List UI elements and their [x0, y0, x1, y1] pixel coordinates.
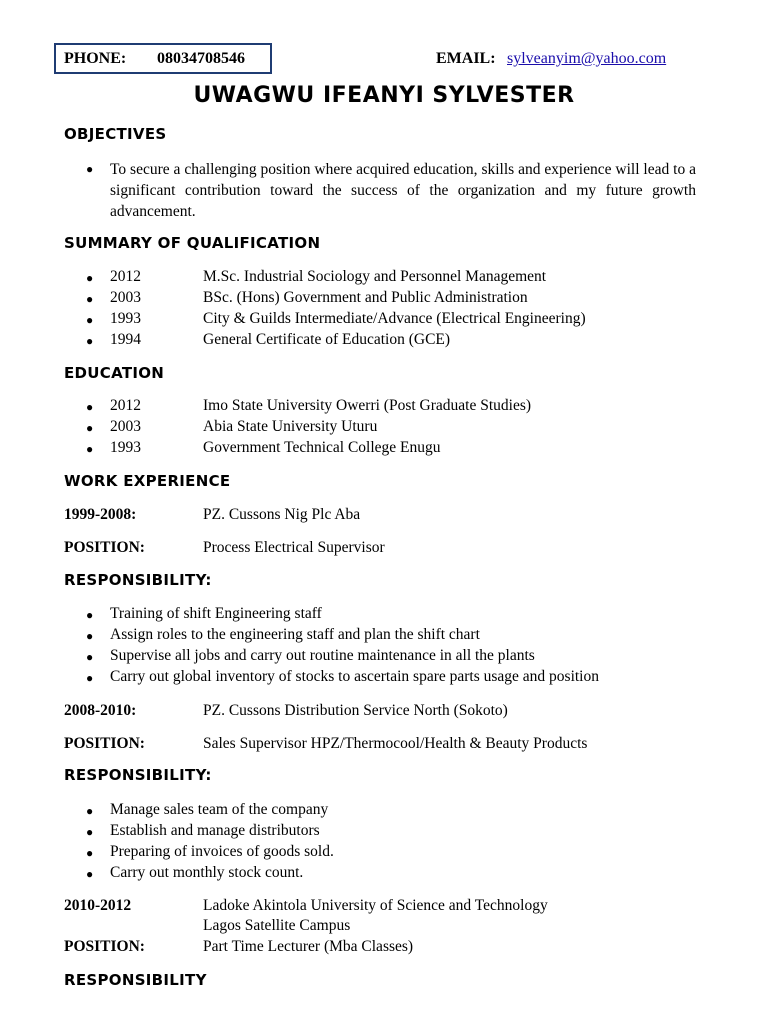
job-position: Process Electrical Supervisor	[203, 539, 385, 556]
bullet-icon: ●	[86, 421, 94, 435]
responsibility-item: Carry out monthly stock count.	[110, 864, 304, 881]
job-position: Part Time Lecturer (Mba Classes)	[203, 938, 414, 955]
responsibility-item: Assign roles to the engineering staff and plan the shift chart	[110, 626, 480, 643]
education-heading: EDUCATION	[64, 364, 165, 382]
education-school: Abia State University Uturu	[203, 418, 378, 435]
bullet-icon: ●	[86, 608, 94, 622]
education-year: 2012	[110, 397, 141, 414]
bullet-icon: ●	[86, 650, 94, 664]
qualification-title: City & Guilds Intermediate/Advance (Electrical Engineering)	[203, 310, 586, 327]
job-period: 1999-2008:	[64, 506, 137, 523]
responsibility-item: Establish and manage distributors	[110, 822, 320, 839]
bullet-icon: ●	[86, 400, 94, 414]
qualification-heading: SUMMARY OF QUALIFICATION	[64, 234, 321, 252]
job-employer: PZ. Cussons Nig Plc Aba	[203, 506, 361, 523]
responsibility-item: Supervise all jobs and carry out routine maintenance in all the plants	[110, 647, 535, 664]
bullet-icon: ●	[86, 313, 94, 327]
qualification-title: BSc. (Hons) Government and Public Administration	[203, 289, 528, 306]
bullet-icon: ●	[86, 334, 94, 348]
job-period: 2010-2012	[64, 897, 132, 914]
qualification-title: M.Sc. Industrial Sociology and Personnel Management	[203, 268, 547, 285]
education-year: 2003	[110, 418, 141, 435]
qualification-year: 1994	[110, 331, 141, 348]
education-school: Imo State University Owerri (Post Graduate Studies)	[203, 397, 532, 414]
email-label: EMAIL:	[436, 50, 496, 67]
objectives-text: To secure a challenging position where acquired education, skills and experience will lead to a significant contribution toward the success of the organization and my future growth advancement.	[110, 161, 696, 220]
qualification-title: General Certificate of Education (GCE)	[203, 331, 451, 348]
job-period: 2008-2010:	[64, 702, 137, 719]
bullet-icon: ●	[86, 442, 94, 456]
bullet-icon: ●	[86, 162, 94, 176]
job-position: Sales Supervisor HPZ/Thermocool/Health & Beauty Products	[203, 735, 588, 752]
job-employer: Ladoke Akintola University of Science and Technology	[203, 897, 548, 914]
responsibility-item: Training of shift Engineering staff	[110, 605, 322, 622]
responsibility-item: Manage sales team of the company	[110, 801, 329, 818]
objectives-heading: OBJECTIVES	[64, 125, 167, 143]
bullet-icon: ●	[86, 867, 94, 881]
responsibility-heading: RESPONSIBILITY:	[64, 571, 212, 589]
bullet-icon: ●	[86, 292, 94, 306]
position-label: POSITION:	[64, 539, 145, 556]
bullet-icon: ●	[86, 804, 94, 818]
phone-number: 08034708546	[157, 50, 245, 67]
responsibility-heading: RESPONSIBILITY	[64, 971, 207, 989]
responsibility-heading: RESPONSIBILITY:	[64, 766, 212, 784]
bullet-icon: ●	[86, 629, 94, 643]
position-label: POSITION:	[64, 938, 145, 955]
education-year: 1993	[110, 439, 141, 456]
email-link[interactable]: sylveanyim@yahoo.com	[507, 50, 667, 67]
work-experience-heading: WORK EXPERIENCE	[64, 472, 231, 490]
qualification-year: 2003	[110, 289, 141, 306]
candidate-name: UWAGWU IFEANYI SYLVESTER	[193, 83, 575, 108]
qualification-year: 2012	[110, 268, 141, 285]
phone-label: PHONE:	[64, 50, 127, 67]
bullet-icon: ●	[86, 271, 94, 285]
education-school: Government Technical College Enugu	[203, 439, 441, 456]
responsibility-item: Carry out global inventory of stocks to ascertain spare parts usage and position	[110, 668, 599, 685]
job-employer: PZ. Cussons Distribution Service North (Sokoto)	[203, 702, 508, 719]
bullet-icon: ●	[86, 671, 94, 685]
responsibility-item: Preparing of invoices of goods sold.	[110, 843, 334, 860]
bullet-icon: ●	[86, 825, 94, 839]
job-employer-line2: Lagos Satellite Campus	[203, 917, 351, 934]
qualification-year: 1993	[110, 310, 141, 327]
bullet-icon: ●	[86, 846, 94, 860]
position-label: POSITION:	[64, 735, 145, 752]
